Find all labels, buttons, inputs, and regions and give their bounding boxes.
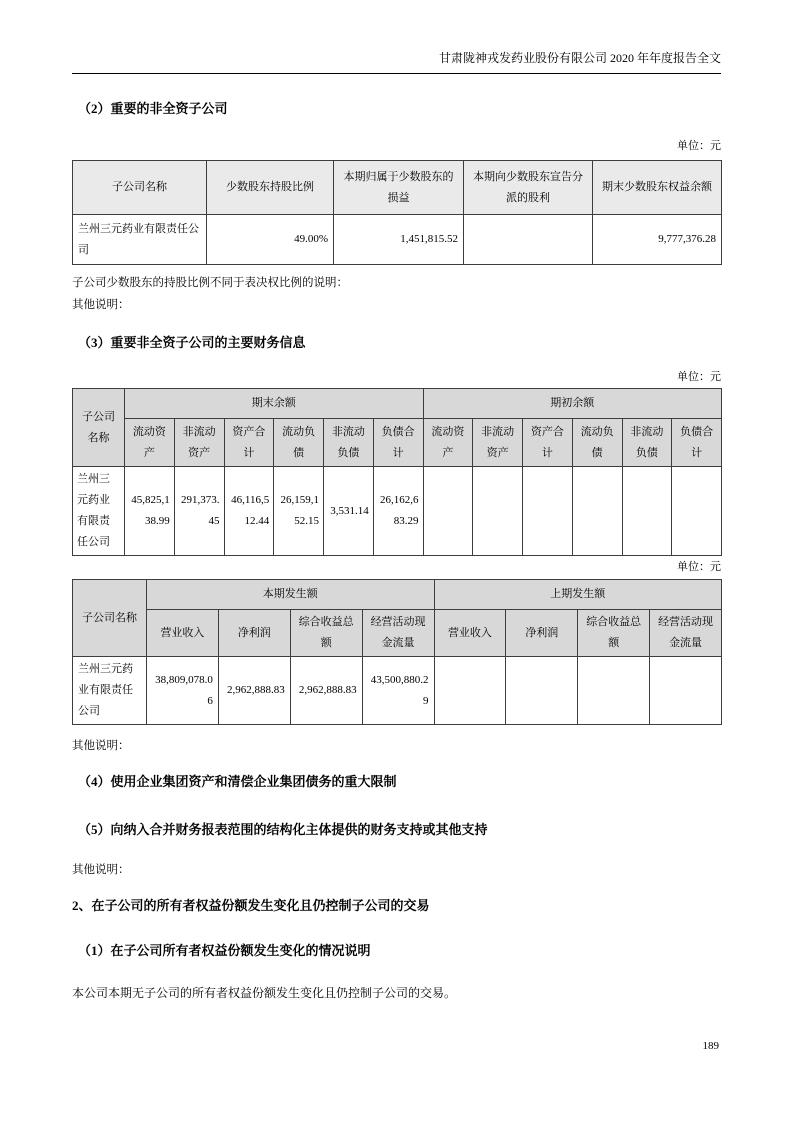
table2-cell-end-current-assets: 45,825,138.99 — [125, 467, 175, 556]
table2-begin-total-liabilities-header: 负债合计 — [672, 419, 722, 467]
table2-begin-current-liabilities-header: 流动负债 — [572, 419, 622, 467]
subsidiary-income-table — [72, 579, 722, 725]
table1-header-profit-loss: 本期归属于少数股东的损益 — [334, 161, 464, 215]
unit-label-table1: 单位：元 — [677, 140, 721, 152]
table2-begin-noncurrent-liabilities-header: 非流动负债 — [622, 419, 672, 467]
table3-cell-current-revenue: 38,809,078.06 — [147, 657, 219, 725]
table3-current-net-profit-header: 净利润 — [218, 610, 290, 657]
table3-cell-prior-operating-cashflow — [650, 657, 722, 725]
table2-subheader-row — [73, 419, 722, 467]
minority-subsidiaries-table — [72, 160, 722, 265]
report-title: 甘肃陇神戎发药业股份有限公司 2020 年年度报告全文 — [438, 51, 721, 65]
table3-cell-current-comprehensive-income: 2,962,888.83 — [290, 657, 362, 725]
table2-cell-end-total-assets: 46,116,512.44 — [224, 467, 274, 556]
unit-label-table3: 单位：元 — [677, 561, 721, 573]
section-4-heading: （4）使用企业集团资产和清偿企业集团债务的重大限制 — [78, 774, 397, 789]
table2-cell-begin-noncurrent-assets — [473, 467, 523, 556]
ratio-note: 子公司少数股东的持股比例不同于表决权比例的说明： — [72, 277, 348, 289]
table2-cell-begin-noncurrent-liabilities — [622, 467, 672, 556]
table3-current-revenue-header: 营业收入 — [147, 610, 219, 657]
table3-cell-name: 兰州三元药业有限责任公司 — [73, 657, 147, 725]
table3-cell-current-net-profit: 2,962,888.83 — [218, 657, 290, 725]
table2-cell-begin-total-liabilities — [672, 467, 722, 556]
table1-cell-minority-ratio: 49.00% — [207, 215, 334, 265]
table2-cell-end-noncurrent-liabilities: 3,531.14 — [324, 467, 374, 556]
other-note-3: 其他说明： — [72, 864, 130, 876]
unit-label-table2: 单位：元 — [677, 371, 721, 383]
table3-cell-prior-revenue — [434, 657, 506, 725]
table1-cell-profit-loss: 1,451,815.52 — [334, 215, 464, 265]
other-note-2: 其他说明： — [72, 740, 130, 752]
table2-cell-begin-current-liabilities — [572, 467, 622, 556]
table1-header-minority-ratio: 少数股东持股比例 — [207, 161, 334, 215]
table1-cell-dividends — [464, 215, 593, 265]
table2-corner-header: 子公司名称 — [73, 389, 125, 467]
table3-group-prior-period: 上期发生额 — [434, 580, 722, 610]
table3-prior-comprehensive-income-header: 综合收益总额 — [578, 610, 650, 657]
table2-cell-end-current-liabilities: 26,159,152.15 — [274, 467, 324, 556]
table1-data-row — [73, 215, 722, 265]
table3-group-header-row — [73, 580, 722, 610]
topic-2-1-heading: （1）在子公司所有者权益份额发生变化的情况说明 — [78, 943, 371, 958]
table2-end-total-liabilities-header: 负债合计 — [373, 419, 423, 467]
table3-cell-prior-comprehensive-income — [578, 657, 650, 725]
table3-prior-operating-cashflow-header: 经营活动现金流量 — [650, 610, 722, 657]
table2-end-total-assets-header: 资产合计 — [224, 419, 274, 467]
no-change-statement: 本公司本期无子公司的所有者权益份额发生变化且仍控制子公司的交易。 — [72, 986, 457, 1000]
table3-current-comprehensive-income-header: 综合收益总额 — [290, 610, 362, 657]
table3-cell-prior-net-profit — [506, 657, 578, 725]
table1-header-dividends: 本期向少数股东宣告分派的股利 — [464, 161, 593, 215]
section-3-heading: （3）重要非全资子公司的主要财务信息 — [78, 335, 306, 350]
section-2-heading: （2）重要的非全资子公司 — [78, 101, 228, 116]
table2-data-row — [73, 467, 722, 556]
other-note-1: 其他说明： — [72, 299, 130, 311]
table2-end-noncurrent-assets-header: 非流动资产 — [174, 419, 224, 467]
table3-data-row — [73, 657, 722, 725]
table3-cell-current-operating-cashflow: 43,500,880.29 — [362, 657, 434, 725]
table2-begin-total-assets-header: 资产合计 — [523, 419, 573, 467]
table2-begin-current-assets-header: 流动资产 — [423, 419, 473, 467]
table2-group-beginning-balance: 期初余额 — [423, 389, 722, 419]
table3-group-current-period: 本期发生额 — [147, 580, 435, 610]
table1-header-equity-balance: 期末少数股东权益余额 — [593, 161, 722, 215]
table2-cell-begin-current-assets — [423, 467, 473, 556]
table3-prior-revenue-header: 营业收入 — [434, 610, 506, 657]
table2-cell-end-noncurrent-assets: 291,373.45 — [174, 467, 224, 556]
table2-end-noncurrent-liabilities-header: 非流动负债 — [324, 419, 374, 467]
table1-header-subsidiary-name: 子公司名称 — [73, 161, 207, 215]
table3-subheader-row — [73, 610, 722, 657]
table2-begin-noncurrent-assets-header: 非流动资产 — [473, 419, 523, 467]
section-5-heading: （5）向纳入合并财务报表范围的结构化主体提供的财务支持或其他支持 — [78, 822, 488, 837]
topic-2-heading: 2、在子公司的所有者权益份额发生变化且仍控制子公司的交易 — [72, 898, 430, 913]
table3-prior-net-profit-header: 净利润 — [506, 610, 578, 657]
table3-corner-header: 子公司名称 — [73, 580, 147, 657]
subsidiary-balance-table — [72, 388, 722, 556]
page-number: 189 — [702, 1040, 719, 1052]
table2-group-ending-balance: 期末余额 — [125, 389, 424, 419]
table2-cell-begin-total-assets — [523, 467, 573, 556]
table2-end-current-assets-header: 流动资产 — [125, 419, 175, 467]
table3-current-operating-cashflow-header: 经营活动现金流量 — [362, 610, 434, 657]
table1-cell-equity-balance: 9,777,376.28 — [593, 215, 722, 265]
table2-cell-end-total-liabilities: 26,162,683.29 — [373, 467, 423, 556]
table2-cell-name: 兰州三元药业有限责任公司 — [73, 467, 125, 556]
table1-header-row — [73, 161, 722, 215]
table2-end-current-liabilities-header: 流动负债 — [274, 419, 324, 467]
table2-group-header-row — [73, 389, 722, 419]
document-header — [72, 0, 721, 74]
table1-cell-name: 兰州三元药业有限责任公司 — [73, 215, 207, 265]
